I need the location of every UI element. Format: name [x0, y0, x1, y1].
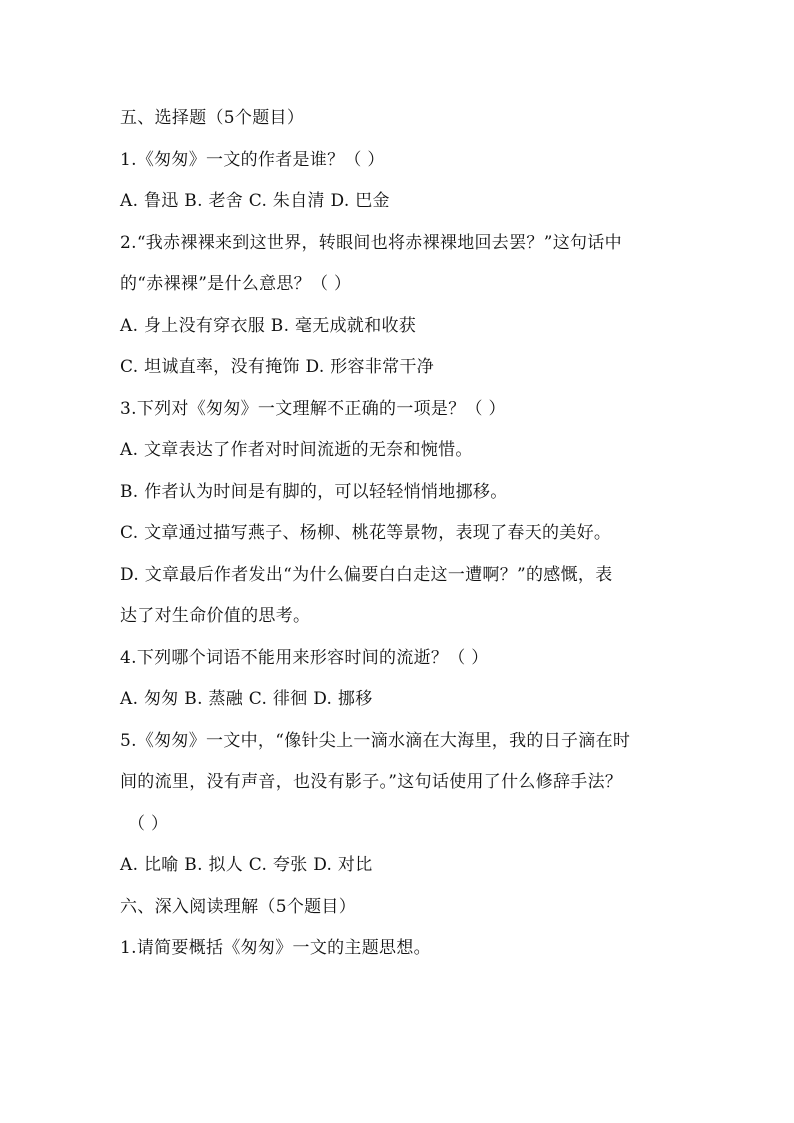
section-six-heading: 六、深入阅读理解（5个题目）	[120, 897, 357, 917]
question-3-option-d-line-1: D. 文章最后作者发出“为什么偏要白白走这一遭啊？”的感慨，表	[120, 565, 613, 585]
question-2-options-line-2: C. 坦诚直率，没有掩饰 D. 形容非常干净	[120, 357, 435, 377]
question-5-answer-blank: （ ）	[128, 814, 169, 834]
question-3-option-a: A. 文章表达了作者对时间流逝的无奈和惋惜。	[120, 440, 473, 460]
question-5-options: A. 比喻 B. 拟人 C. 夸张 D. 对比	[120, 855, 373, 875]
question-3-option-b: B. 作者认为时间是有脚的，可以轻轻悄悄地挪移。	[120, 482, 508, 502]
question-1-stem: 1.《匆匆》一文的作者是谁？（ ）	[120, 150, 385, 170]
question-3-option-d-line-2: 达了对生命价值的思考。	[120, 606, 311, 626]
question-5-stem-line-1: 5.《匆匆》一文中，“像针尖上一滴水滴在大海里，我的日子滴在时	[120, 731, 631, 751]
section-six-question-1: 1.请简要概括《匆匆》一文的主题思想。	[120, 938, 431, 958]
section-five-heading: 五、选择题（5个题目）	[120, 108, 305, 128]
question-2-stem-line-1: 2.“我赤裸裸来到这世界，转眼间也将赤裸裸地回去罢？”这句话中	[120, 233, 622, 253]
question-2-options-line-1: A. 身上没有穿衣服 B. 毫无成就和收获	[120, 316, 417, 336]
question-4-stem: 4.下列哪个词语不能用来形容时间的流逝？（ ）	[120, 648, 489, 668]
question-4-options: A. 匆匆 B. 蒸融 C. 徘徊 D. 挪移	[120, 689, 373, 709]
question-3-option-c: C. 文章通过描写燕子、杨柳、桃花等景物，表现了春天的美好。	[120, 523, 612, 543]
question-5-stem-line-2: 间的流里，没有声音，也没有影子。”这句话使用了什么修辞手法？	[120, 772, 623, 792]
question-1-options: A. 鲁迅 B. 老舍 C. 朱自清 D. 巴金	[120, 191, 390, 211]
question-3-stem: 3.下列对《匆匆》一文理解不正确的一项是？（ ）	[120, 399, 506, 419]
question-2-stem-line-2: 的“赤裸裸”是什么意思？（ ）	[120, 274, 352, 294]
